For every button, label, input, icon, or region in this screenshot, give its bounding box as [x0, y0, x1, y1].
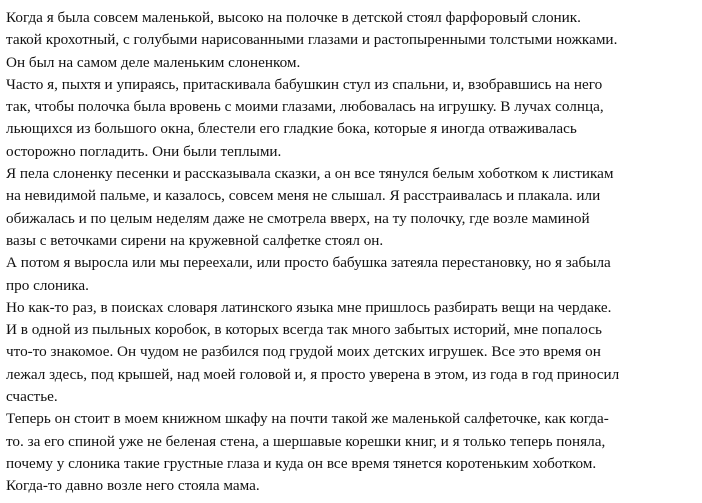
text-line: на невидимой пальме, и казалось, совсем меня не слышал. Я расстраивалась и плакала. или — [6, 187, 601, 205]
text-line: Я пела слоненку песенки и рассказывала сказки, а он все тянулся белым хоботком к листикам — [6, 165, 614, 183]
text-line: то. за его спиной уже не беленая стена, а шершавые корешки книг, и я только теперь поняла, — [6, 432, 606, 450]
text-line: И в одной из пыльных коробок, в которых всегда так много забытых историй, мне попалось — [6, 321, 602, 339]
text-line: про слоника. — [6, 276, 89, 294]
text-line: А потом я выросла или мы переехали, или просто бабушка затеяла перестановку, но я забыла — [6, 254, 611, 272]
text-line: счастье. — [6, 388, 58, 406]
text-line: лежал здесь, под крышей, над моей головой и, я просто уверена в этом, из года в год приносил — [6, 365, 620, 383]
text-line: такой крохотный, с голубыми нарисованными глазами и растопыренными толстыми ножками. — [6, 31, 618, 49]
text-line: осторожно погладить. Они были теплыми. — [6, 142, 282, 160]
text-line: льющихся из большого окна, блестели его гладкие бока, которые я иногда отваживалась — [6, 120, 577, 138]
text-line: Когда я была совсем маленькой, высоко на полочке в детской стоял фарфоровый слоник. — [6, 9, 581, 26]
text-line: Когда-то давно возле него стояла мама. — [6, 477, 260, 495]
text-line: почему у слоника такие грустные глаза и куда он все время тянется коротеньким хоботком. — [6, 454, 597, 472]
text-line: вазы с веточками сирени на кружевной салфетке стоял он. — [6, 231, 384, 249]
text-line: Но как-то раз, в поисках словаря латинского языка мне пришлось разбирать вещи на чердаке. — [6, 298, 612, 316]
text-line: обижалась и по целым неделям даже не смотрела вверх, на ту полочку, где возле маминой — [6, 209, 590, 227]
text-line: так, чтобы полочка была вровень с моими глазами, любовалась на игрушку. В лучах солнца, — [6, 98, 604, 116]
text-line: что-то знакомое. Он чудом не разбился под грудой моих детских игрушек. Все это время он — [6, 343, 601, 361]
text-line: Теперь он стоит в моем книжном шкафу на почти такой же маленькой салфеточке, как когда- — [6, 410, 609, 428]
story-text — [6, 7, 698, 498]
text-line: Часто я, пыхтя и упираясь, притаскивала бабушкин стул из спальни, и, взобравшись на него — [6, 75, 603, 93]
text-line: Он был на самом деле маленьким слоненком. — [6, 53, 301, 71]
